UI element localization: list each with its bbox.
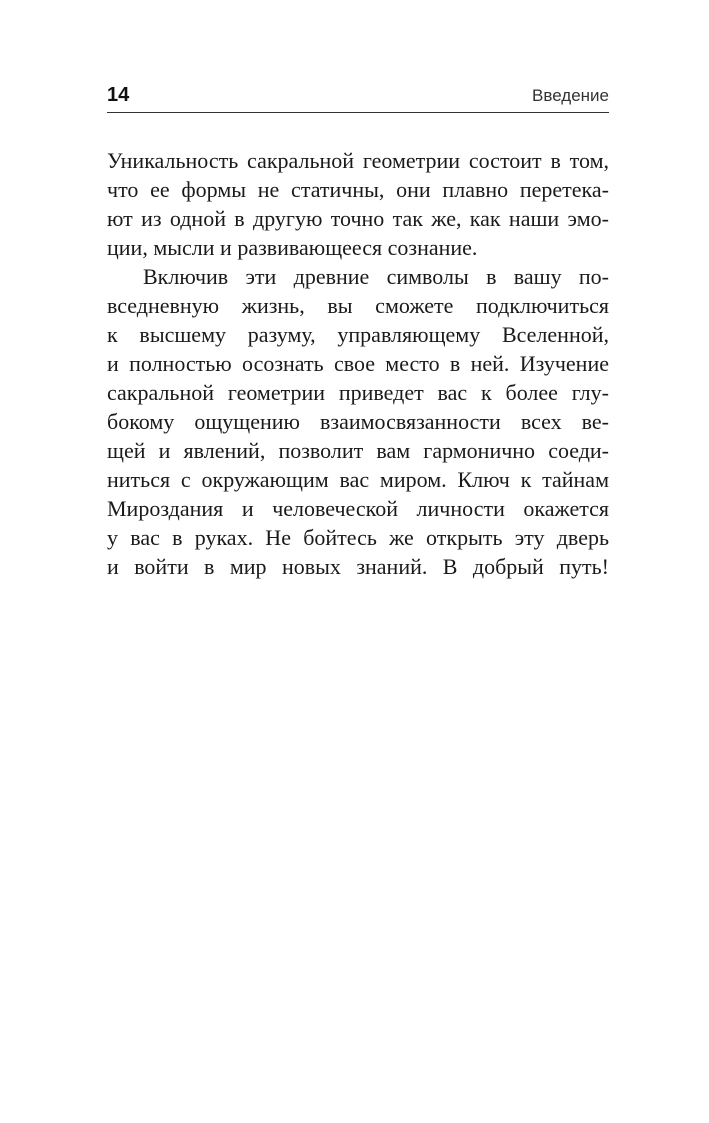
text-line: щей и явлений, позволит вам гармонично соеди- (107, 438, 609, 463)
text-line: ют из одной в другую точно так же, как наши эмо- (107, 206, 609, 231)
text-line: к высшему разуму, управляющему Вселенной, (107, 322, 609, 347)
text-line: вседневную жизнь, вы сможете подключиться (107, 293, 609, 318)
paragraph-1 (107, 146, 609, 262)
text-line: Мироздания и человеческой личности окажется (107, 496, 609, 521)
text-line: ниться с окружающим вас миром. Ключ к тайнам (107, 467, 609, 492)
text-line: сакральной геометрии приведет вас к более глу- (107, 380, 609, 405)
text-line: Включив эти древние символы в вашу по- (143, 264, 609, 289)
text-line: бокому ощущению взаимосвязанности всех ве- (107, 409, 609, 434)
text-line: и войти в мир новых знаний. В добрый путь! (107, 554, 609, 579)
text-line: и полностью осознать свое место в ней. Изучение (107, 351, 609, 376)
body-text (107, 146, 609, 581)
text-line: ции, мысли и развивающееся сознание. (107, 235, 478, 260)
running-header (107, 82, 609, 113)
text-line: Уникальность сакральной геометрии состоит в том, (107, 148, 609, 173)
page-number: 14 (107, 84, 130, 106)
text-line: у вас в руках. Не бойтесь же открыть эту дверь (107, 525, 609, 550)
section-title: Введение (532, 86, 609, 105)
text-line: что ее формы не статичны, они плавно перетека- (107, 177, 609, 202)
paragraph-2 (107, 262, 609, 581)
